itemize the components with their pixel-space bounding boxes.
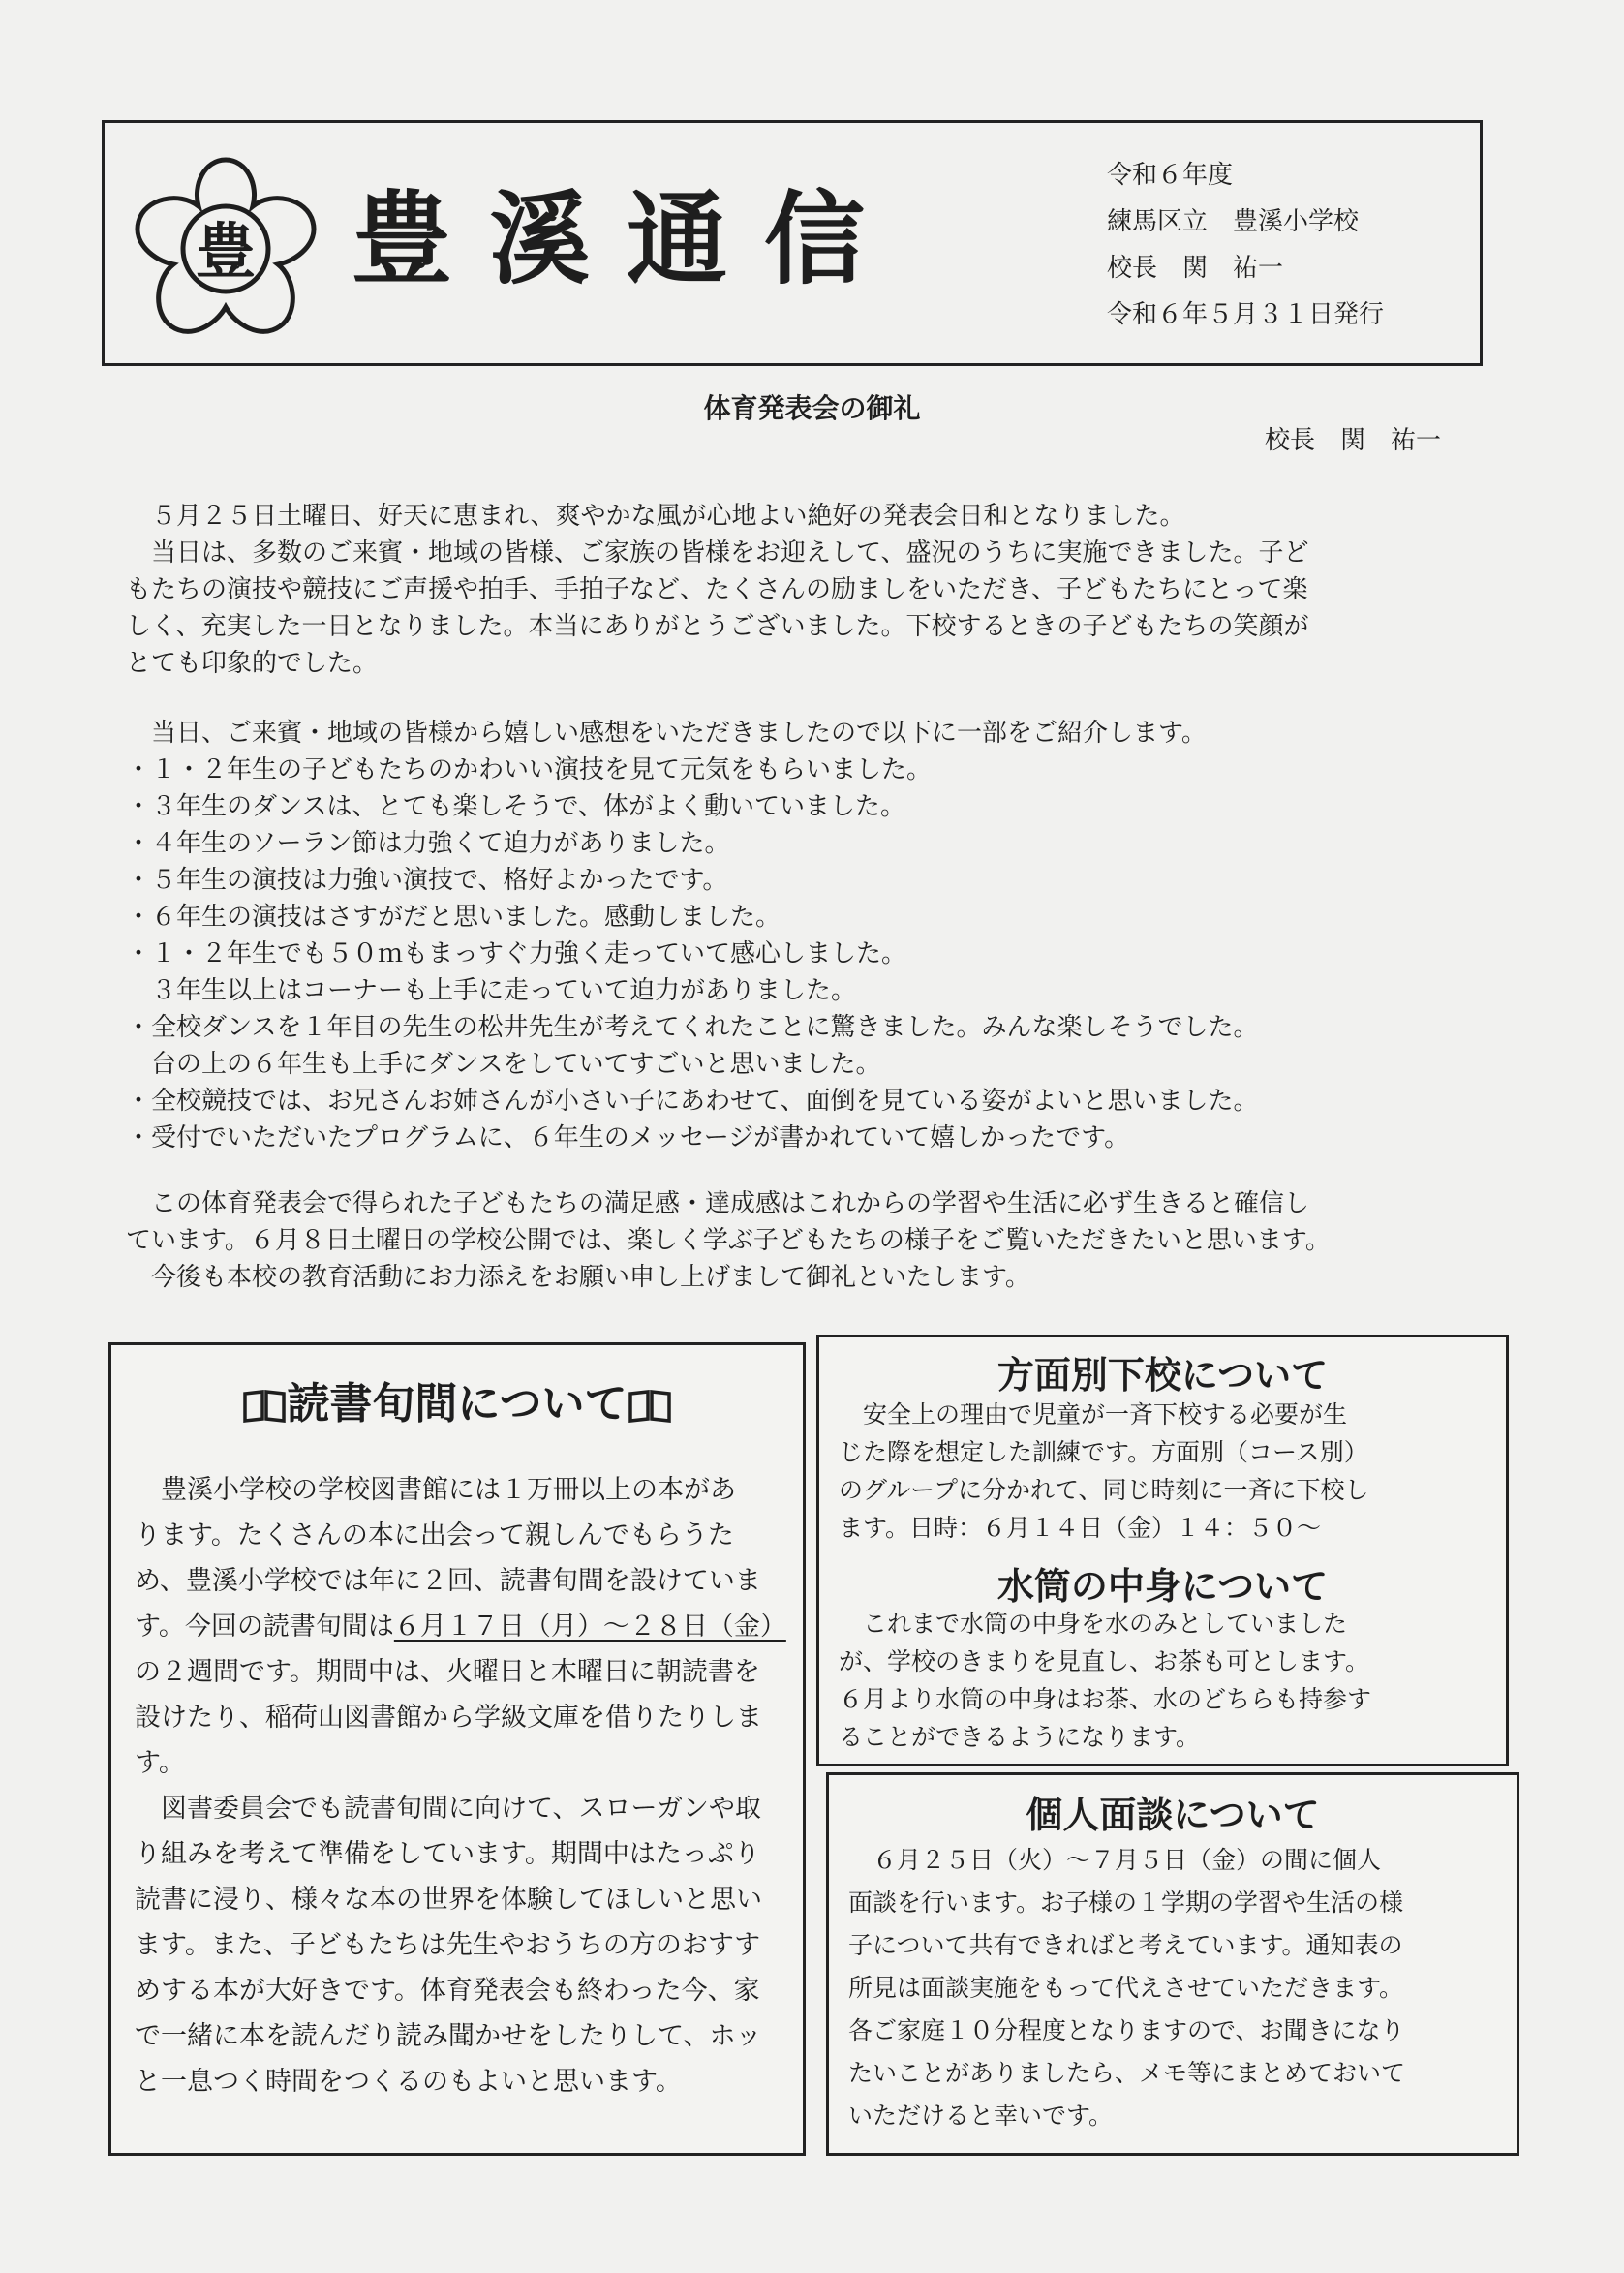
feedback-item: ・３年生のダンスは、とても楽しそうで、体がよく動いていました。	[126, 792, 905, 821]
text-line: ６月２５日（火）～７月５日（金）の間に個人	[848, 1846, 1382, 1874]
text-line: の２週間です。期間中は、火曜日と木曜日に朝読書を	[135, 1657, 760, 1687]
article-paragraph-2	[126, 715, 1482, 1156]
water-bottle-body	[839, 1605, 1371, 1756]
open-book-icon	[242, 1389, 287, 1424]
text-line: 所見は面談実施をもって代えさせていただきます。	[848, 1974, 1404, 2002]
text-line: が、学校のきまりを見直し、お茶も可とします。	[839, 1647, 1370, 1675]
text-line	[135, 1604, 786, 1649]
text-line: ます。日時：６月１４日（金）１４：５０～	[839, 1514, 1322, 1542]
feedback-item: ・全校競技では、お兄さんお姉さんが小さい子にあわせて、面倒を見ている姿がよいと思いました。	[126, 1087, 1259, 1116]
principal-name: 校長 関 祐一	[1107, 254, 1284, 283]
text-line: めする本が大好きです。体育発表会も終わった今、家	[135, 1976, 760, 2006]
text-line: この体育発表会で得られた子どもたちの満足感・達成感はこれからの学習や生活に必ず生きると確信し	[126, 1189, 1310, 1218]
emblem-text: 豊	[195, 216, 257, 287]
text-line: め、豊溪小学校では年に２回、読書旬間を設けていま	[135, 1566, 761, 1596]
text-line: 今後も本校の教育活動にお力添えをお願い申し上げまして御礼といたします。	[126, 1263, 1030, 1292]
text-line: ることができるようになります。	[839, 1723, 1201, 1751]
interview-body	[848, 1839, 1405, 2137]
dismissal-body	[839, 1396, 1369, 1547]
text-line: 豊溪小学校の学校図書館には１万冊以上の本があ	[135, 1475, 736, 1505]
text-line: とても印象的でした。	[126, 649, 379, 678]
fiscal-year: 令和６年度	[1107, 161, 1234, 190]
newsletter-title: 豊溪通信	[352, 179, 903, 298]
text-line: たいことがありましたら、メモ等にまとめておいて	[848, 2059, 1406, 2087]
header-info	[1107, 152, 1384, 338]
feedback-item: ・１・２年生でも５０ｍもまっすぐ力強く走っていて感心しました。	[126, 939, 907, 968]
text-line: のグループに分かれて、同じ時刻に一斉に下校し	[839, 1476, 1369, 1504]
text-line: す。	[135, 1748, 185, 1778]
water-bottle-title: 水筒の中身について	[996, 1565, 1329, 1608]
interview-box	[826, 1772, 1519, 2156]
text-line: で一緒に本を読んだり読み聞かせをしたりして、ホッ	[135, 2021, 762, 2051]
school-emblem-icon	[124, 152, 327, 346]
text-line: ６月より水筒の中身はお茶、水のどちらも持参す	[839, 1685, 1372, 1713]
article-paragraph-1	[126, 498, 1482, 682]
text-line: 各ご家庭１０分程度となりますので、お聞きになり	[848, 2016, 1405, 2044]
reading-week-title-text: 読書旬間について	[287, 1379, 628, 1428]
text-line: 読書に浸り、様々な本の世界を体験してほしいと思い	[135, 1885, 762, 1915]
interview-title: 個人面談について	[1026, 1794, 1320, 1836]
text-line: ります。たくさんの本に出会って親しんでもらうた	[135, 1520, 734, 1551]
issue-date: 令和６年５月３１日発行	[1107, 300, 1385, 329]
feedback-item: ・１・２年生の子どもたちのかわいい演技を見て元気をもらいました。	[126, 755, 933, 784]
header-box	[102, 120, 1483, 366]
dismissal-water-box	[816, 1335, 1509, 1766]
text-line: じた際を想定した訓練です。方面別（コース別）	[839, 1438, 1368, 1466]
text-line: ます。また、子どもたちは先生やおうちの方のおすす	[135, 1930, 761, 1960]
article-paragraph-3	[126, 1185, 1482, 1296]
open-book-icon	[628, 1389, 672, 1424]
feedback-item: ・受付でいただいたプログラムに、６年生のメッセージが書かれていて嬉しかったです。	[126, 1123, 1130, 1152]
reading-week-title	[111, 1368, 803, 1430]
text-line: しく、充実した一日となりました。本当にありがとうございました。下校するときの子どもたちの笑顔が	[126, 612, 1309, 641]
text-line: 図書委員会でも読書旬間に向けて、スローガンや取	[135, 1794, 761, 1824]
reading-week-period: ６月１７日（月）～２８日（金）	[393, 1612, 786, 1642]
reading-week-body	[135, 1467, 786, 2104]
school-name: 練馬区立 豊溪小学校	[1107, 207, 1360, 236]
text-line: 安全上の理由で児童が一斉下校する必要が生	[839, 1400, 1348, 1428]
text-line: いただけると幸いです。	[848, 2102, 1114, 2130]
text-line: 設けたり、稲荷山図書館から学級文庫を借りたりしま	[135, 1703, 762, 1733]
feedback-item: ・６年生の演技はさすがだと思いました。感動しました。	[126, 903, 781, 932]
dismissal-title: 方面別下校について	[996, 1354, 1329, 1397]
text-line: もたちの演技や競技にご声援や拍手、手拍子など、たくさんの励ましをいただき、子どもたちにとって楽	[126, 575, 1308, 604]
feedback-item: 台の上の６年生も上手にダンスをしていてすごいと思いました。	[126, 1050, 881, 1079]
feedback-item: ・全校ダンスを１年目の先生の松井先生が考えてくれたことに驚きました。みんな楽しそうでした。	[126, 1013, 1259, 1042]
article-author: 校長 関 祐一	[1265, 426, 1442, 455]
feedback-item: ・４年生のソーラン節は力強くて迫力がありました。	[126, 829, 730, 858]
text-line: 当日、ご来賓・地域の皆様から嬉しい感想をいただきましたので以下に一部をご紹介します。	[126, 719, 1207, 748]
text-line: り組みを考えて準備をしています。期間中はたっぷり	[135, 1839, 760, 1869]
text-line: 面談を行います。お子様の１学期の学習や生活の様	[848, 1889, 1404, 1917]
text-fragment: す。今回の読書旬間は	[135, 1612, 394, 1642]
text-line: これまで水筒の中身を水のみとしていました	[839, 1610, 1348, 1638]
text-line: 当日は、多数のご来賓・地域の皆様、ご家族の皆様をお迎えして、盛況のうちに実施できました。子ど	[126, 538, 1309, 568]
text-line: ５月２５日土曜日、好天に恵まれ、爽やかな風が心地よい絶好の発表会日和となりました。	[126, 502, 1185, 531]
text-line: と一息つく時間をつくるのもよいと思います。	[135, 2067, 682, 2097]
text-line: 子について共有できればと考えています。通知表の	[848, 1931, 1403, 1959]
reading-week-box	[108, 1342, 806, 2156]
article-title: 体育発表会の御礼	[703, 392, 921, 424]
feedback-item: ３年生以上はコーナーも上手に走っていて迫力がありました。	[126, 976, 857, 1005]
feedback-item: ・５年生の演技は力強い演技で、格好よかったです。	[126, 866, 728, 895]
text-line: ています。６月８日土曜日の学校公開では、楽しく学ぶ子どもたちの様子をご覧いただきたいと思います。	[126, 1226, 1331, 1255]
